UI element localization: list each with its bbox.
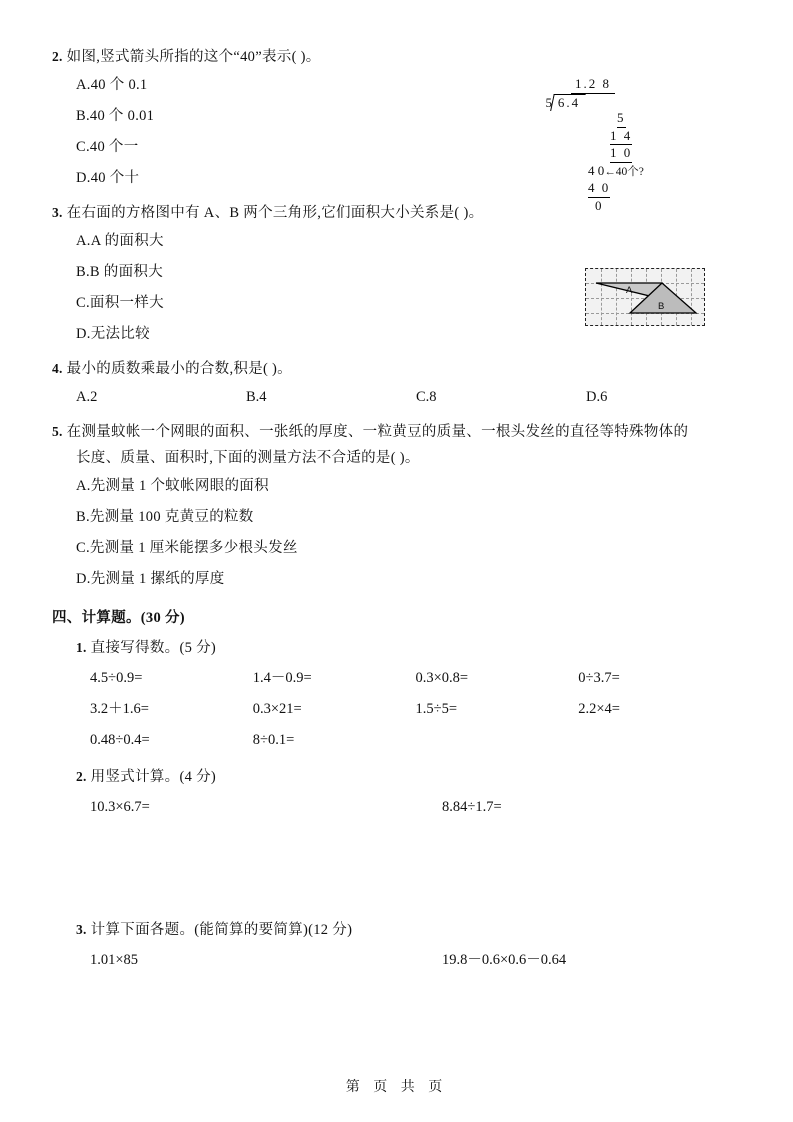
- computation-item-3-heading: [52, 915, 741, 945]
- problem-row: [90, 663, 741, 694]
- question-4-stem: [52, 356, 741, 382]
- question-4-options: [52, 382, 741, 413]
- computation-item-3-problems: [52, 945, 741, 976]
- question-2-option-d[interactable]: D.40 个十: [76, 170, 140, 186]
- problem-row: [90, 694, 741, 725]
- question-4-option-d[interactable]: D.6: [586, 389, 608, 405]
- question-3-stem: [52, 197, 741, 226]
- question-3-option-b[interactable]: B.B 的面积大: [76, 264, 163, 280]
- computation-item-2-problems: [52, 792, 741, 823]
- problem-cell: 10.3×6.7=: [90, 799, 150, 815]
- question-4-text: 最小的质数乘最小的合数,积是( )。: [66, 361, 292, 377]
- section-title-computation: 四、计算题。(30 分): [52, 610, 185, 626]
- question-4-option-a[interactable]: A.2: [76, 389, 98, 405]
- question-5-stem: [52, 419, 741, 445]
- triangle-grid-figure: [585, 268, 705, 326]
- division-dividend: 6.4: [557, 94, 581, 110]
- problem-cell: [416, 725, 579, 756]
- question-3-number: 3.: [52, 205, 63, 220]
- question-5-number: 5.: [52, 424, 63, 439]
- computation-item-1-title: 直接写得数。(5 分): [90, 640, 217, 656]
- problem-cell: 4.5÷0.9=: [90, 670, 143, 686]
- triangle-label-a: A: [626, 285, 633, 296]
- question-2-option-a[interactable]: A.40 个 0.1: [76, 77, 148, 93]
- division-step-4: 4 0: [588, 162, 605, 178]
- question-5-option-d[interactable]: D.先测量 1 摞纸的厚度: [76, 571, 225, 587]
- problem-cell: 1.4－0.9=: [252, 670, 312, 686]
- computation-item-1-heading: [52, 633, 741, 663]
- question-4-option-c[interactable]: C.8: [416, 389, 437, 405]
- question-5-option-b[interactable]: B.先测量 100 克黄豆的粒数: [76, 509, 254, 525]
- problem-cell: 8÷0.1=: [252, 732, 295, 748]
- problem-cell: 8.84÷1.7=: [442, 799, 502, 815]
- division-dividend-row: [538, 94, 698, 111]
- problem-cell: 19.8－0.6×0.6－0.64: [442, 952, 567, 968]
- division-arrow: ←: [604, 165, 616, 178]
- problem-cell: 1.01×85: [90, 952, 139, 968]
- question-3-option-d[interactable]: D.无法比较: [76, 326, 150, 342]
- division-bracket: [550, 94, 586, 111]
- division-step-2: 1 4: [610, 128, 632, 146]
- triangle-label-b: B: [658, 301, 665, 312]
- question-5-option-a[interactable]: A.先测量 1 个蚊帐网眼的面积: [76, 478, 269, 494]
- division-step-3: 1 0: [610, 145, 632, 163]
- division-step-1: 5: [617, 110, 626, 128]
- division-remainder: 0: [595, 197, 602, 213]
- division-divisor: 5: [545, 94, 552, 110]
- question-4-number: 4.: [52, 361, 63, 376]
- answer-space: [52, 823, 741, 893]
- computation-item-2-title: 用竖式计算。(4 分): [90, 769, 217, 785]
- problem-cell: 0.3×21=: [252, 701, 302, 717]
- computation-item-2-number: 2.: [76, 769, 87, 784]
- computation-item-2-heading: [52, 762, 741, 792]
- computation-item-3-title: 计算下面各题。(能简算的要简算)(12 分): [90, 922, 353, 938]
- question-3-option-a[interactable]: A.A 的面积大: [76, 233, 164, 249]
- long-division-figure: [538, 76, 698, 213]
- question-2-stem: [52, 44, 741, 70]
- problem-cell: 0÷3.7=: [578, 670, 620, 686]
- question-5: [52, 419, 741, 595]
- problem-cell: 0.48÷0.4=: [90, 732, 150, 748]
- question-3-option-c[interactable]: C.面积一样大: [76, 295, 164, 311]
- computation-item-3-number: 3.: [76, 922, 87, 937]
- computation-item-1-problems: [52, 663, 741, 756]
- division-annotation: 40个?: [615, 165, 644, 178]
- question-2-text: 如图,竖式箭头所指的这个“40”表示( )。: [66, 49, 321, 65]
- question-5-option-c[interactable]: C.先测量 1 厘米能摆多少根头发丝: [76, 540, 298, 556]
- problem-cell: [578, 725, 741, 756]
- problem-cell: 2.2×4=: [578, 701, 620, 717]
- question-5-text-line-1: 在测量蚊帐一个网眼的面积、一张纸的厚度、一粒黄豆的质量、一根头发丝的直径等特殊物体的: [66, 424, 689, 440]
- problem-row: [90, 725, 741, 756]
- problem-cell: 0.3×0.8=: [415, 670, 469, 686]
- page-footer: 第 页 共 页: [345, 1080, 448, 1095]
- question-3-text: 在右面的方格图中有 A、B 两个三角形,它们面积大小关系是( )。: [66, 205, 484, 221]
- division-quotient: 1.2 8: [571, 76, 615, 94]
- problem-cell: 3.2＋1.6=: [90, 701, 149, 717]
- question-4-option-b[interactable]: B.4: [246, 389, 267, 405]
- problem-cell: 1.5÷5=: [415, 701, 458, 717]
- question-4: [52, 356, 741, 413]
- question-5-text-line-2: 长度、质量、面积时,下面的测量方法不合适的是( )。: [76, 450, 420, 466]
- division-step-5: 4 0: [588, 180, 610, 198]
- question-2-option-c[interactable]: C.40 个一: [76, 139, 139, 155]
- question-2-option-b[interactable]: B.40 个 0.01: [76, 108, 155, 124]
- triangles-svg: [586, 269, 706, 327]
- computation-item-1-number: 1.: [76, 640, 87, 655]
- question-2-number: 2.: [52, 49, 63, 64]
